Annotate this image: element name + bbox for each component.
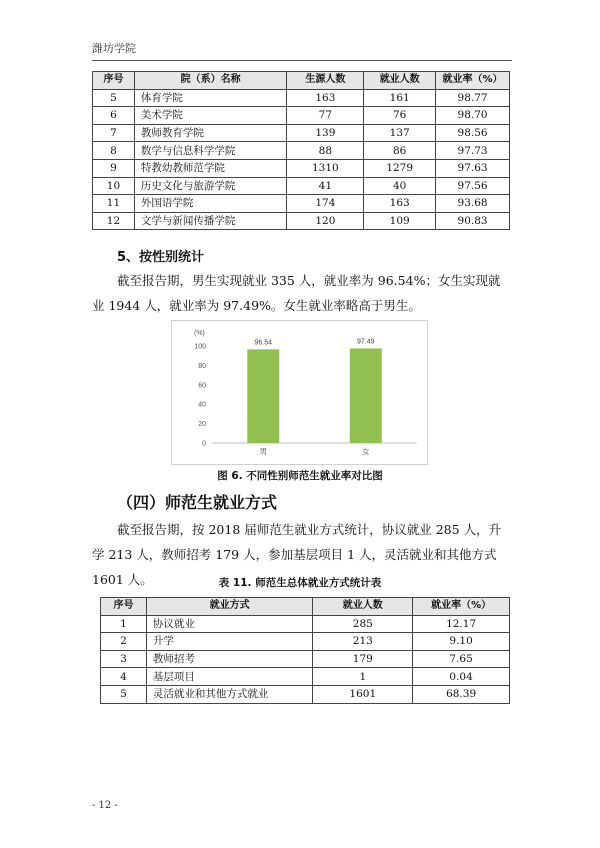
table-cell: 90.83 [436,212,510,230]
table-cell: 协议就业 [146,615,313,633]
table-cell: 11 [93,195,135,213]
table-cell: 3 [101,650,147,668]
table-row [101,668,510,686]
employment-mode-paragraph: 截至报告期，按 2018 届师范生就业方式统计，协议就业 285 人，升学 213 人，教师招考 179 人，参加基层项目 1 人，灵活就业和其他方式 1601 人。 [92,522,502,587]
table-cell: 0.04 [413,668,510,686]
table-cell: 7 [93,124,135,142]
table-cell: 5 [101,685,147,703]
table-cell: 1 [313,668,413,686]
table-cell: 86 [364,142,436,160]
table-cell: 98.70 [436,107,510,125]
table-cell: 基层项目 [146,668,313,686]
column-header: 就业人数 [313,598,413,616]
table-cell: 10 [93,177,135,195]
table-caption: 表 11. 师范生总体就业方式统计表 [218,577,382,589]
table-cell: 97.73 [436,142,510,160]
table-cell: 升学 [146,633,313,651]
table-cell: 6 [93,107,135,125]
column-header: 就业方式 [146,598,313,616]
chart-y-tick-label: 20 [198,421,206,429]
table-cell: 文学与新闻传播学院 [134,212,287,230]
table-cell: 1 [101,615,147,633]
header-rule [92,60,512,61]
table-row [93,124,510,142]
table-cell: 163 [364,195,436,213]
chart-y-tick-label: 60 [198,382,206,390]
table-cell: 外国语学院 [134,195,287,213]
chart-canvas [172,321,427,464]
table-cell: 5 [93,89,135,107]
column-header: 院（系）名称 [134,72,287,90]
table-cell: 93.68 [436,195,510,213]
table-cell: 4 [101,668,147,686]
figure-caption: 图 6. 不同性别师范生就业率对比图 [217,470,383,482]
table-cell: 88 [287,142,364,160]
chart-y-tick-label: 80 [198,362,206,370]
chart-bar [350,348,382,443]
column-header: 生源人数 [287,72,364,90]
table-cell: 灵活就业和其他方式就业 [146,685,313,703]
table-cell: 98.56 [436,124,510,142]
table-cell: 8 [93,142,135,160]
table-cell: 120 [287,212,364,230]
chart-data-label: 96.54 [254,339,273,347]
column-header: 就业率（%） [413,598,510,616]
table-cell: 97.63 [436,159,510,177]
table-cell: 7.65 [413,650,510,668]
table-row [101,615,510,633]
table-row [93,212,510,230]
chart-y-tick-label: 0 [202,440,206,448]
table-cell: 美术学院 [134,107,287,125]
chart-x-tick-label: 女 [362,447,370,456]
column-header: 序号 [93,72,135,90]
table-cell: 109 [364,212,436,230]
table-cell: 9.10 [413,633,510,651]
table-cell: 76 [364,107,436,125]
table-cell: 161 [364,89,436,107]
gender-paragraph: 截至报告期，男生实现就业 335 人，就业率为 96.54%；女生实现就业 1944 人，就业率为 97.49%。女生就业率略高于男生。 [92,273,501,313]
table-row [101,650,510,668]
table-cell: 历史文化与旅游学院 [134,177,287,195]
table-cell: 数学与信息科学学院 [134,142,287,160]
section-heading-employment-mode: （四）师范生就业方式 [117,493,278,512]
table-cell: 1310 [287,159,364,177]
table-row [93,107,510,125]
column-header: 就业人数 [364,72,436,90]
table-cell: 40 [364,177,436,195]
table-row [93,195,510,213]
table-cell: 1601 [313,685,413,703]
table-cell: 174 [287,195,364,213]
gender-employment-chart [171,320,428,465]
table-cell: 41 [287,177,364,195]
table-cell: 139 [287,124,364,142]
table-row [101,685,510,703]
table-cell: 213 [313,633,413,651]
table-cell: 12.17 [413,615,510,633]
table-row [101,633,510,651]
table-cell: 137 [364,124,436,142]
chart-x-tick-label: 男 [259,447,267,456]
employment-mode-table [100,597,510,704]
table-cell: 77 [287,107,364,125]
table-row [93,177,510,195]
table-cell: 1279 [364,159,436,177]
table-row [93,159,510,177]
document-header: 潍坊学院 [92,42,136,55]
table-row [93,89,510,107]
section-heading-gender: 5、按性别统计 [117,250,205,265]
table-cell: 97.56 [436,177,510,195]
table-cell: 285 [313,615,413,633]
chart-y-tick-label: 100 [194,343,206,351]
college-employment-table [92,71,510,230]
table-cell: 教师招考 [146,650,313,668]
table-cell: 2 [101,633,147,651]
table-cell: 179 [313,650,413,668]
table-header-row [93,72,510,90]
table-cell: 68.39 [413,685,510,703]
table-cell: 9 [93,159,135,177]
column-header: 序号 [101,598,147,616]
table-cell: 教师教育学院 [134,124,287,142]
table-cell: 12 [93,212,135,230]
table-cell: 98.77 [436,89,510,107]
table-row [93,142,510,160]
page-number: - 12 - [92,800,118,811]
column-header: 就业率（%） [436,72,510,90]
table-cell: 163 [287,89,364,107]
chart-y-tick-label: 40 [198,401,206,409]
table-header-row [101,598,510,616]
chart-bar [247,349,279,443]
chart-data-label: 97.49 [356,338,375,346]
chart-y-unit-label: (%) [194,330,205,337]
table-cell: 体育学院 [134,89,287,107]
table-cell: 特教幼教师范学院 [134,159,287,177]
